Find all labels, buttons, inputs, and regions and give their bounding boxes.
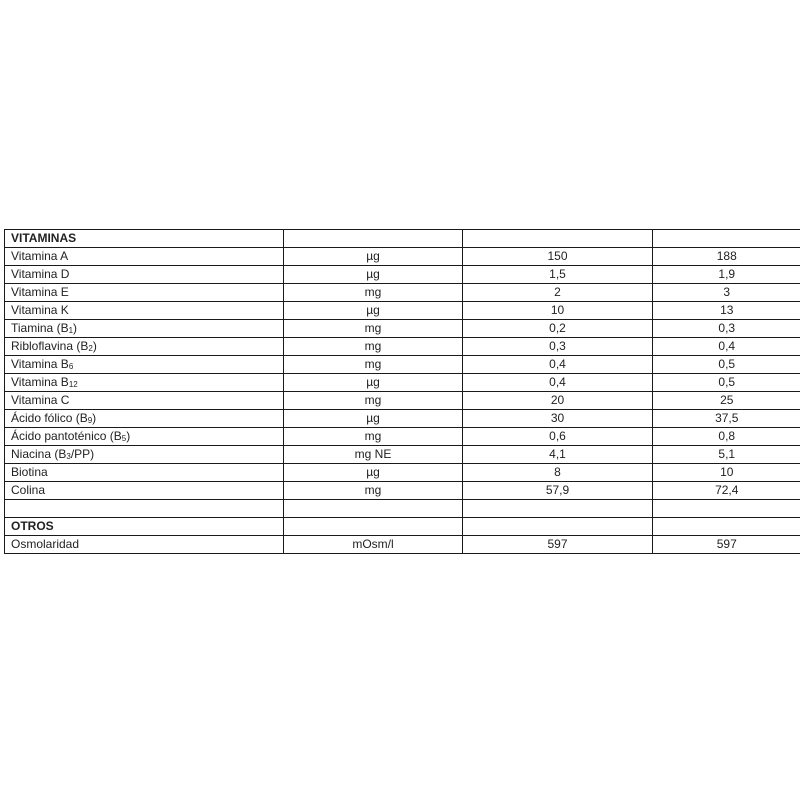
nutrient-name-cell	[5, 284, 284, 302]
value-cell: 0,4	[653, 338, 800, 356]
unit-cell: µg	[284, 248, 463, 266]
unit-cell: mg	[284, 428, 463, 446]
value-cell: 1,5	[463, 266, 653, 284]
value-cell: 25	[653, 392, 800, 410]
spacer-cell	[284, 500, 463, 518]
nutrient-name-cell	[5, 356, 284, 374]
value-cell: 0,4	[463, 356, 653, 374]
unit-cell: µg	[284, 374, 463, 392]
nutrient-subscript: 9	[87, 416, 93, 425]
nutrient-name-cell	[5, 482, 284, 500]
value-cell: 0,4	[463, 374, 653, 392]
value-cell: 597	[653, 536, 800, 554]
nutrient-name-cell	[5, 374, 284, 392]
value-cell: 0,5	[653, 374, 800, 392]
nutrient-name: Vitamina B	[11, 375, 69, 389]
unit-cell: mg NE	[284, 446, 463, 464]
value-cell: 13	[653, 302, 800, 320]
nutrient-name-cell	[5, 464, 284, 482]
header-empty-cell	[653, 230, 800, 248]
nutrient-row	[5, 428, 800, 446]
header-empty-cell	[653, 518, 800, 536]
value-cell: 0,8	[653, 428, 800, 446]
nutrient-row	[5, 464, 800, 482]
nutrient-name: Vitamina D	[11, 267, 70, 281]
nutrient-row	[5, 248, 800, 266]
unit-cell: µg	[284, 266, 463, 284]
value-cell: 188	[653, 248, 800, 266]
nutrient-subscript: 3	[66, 452, 71, 461]
nutrient-name: Biotina	[11, 465, 48, 479]
nutrient-name-cell	[5, 320, 284, 338]
value-cell: 1,9	[653, 266, 800, 284]
section-header-row	[5, 518, 800, 536]
header-empty-cell	[284, 518, 463, 536]
value-cell: 0,3	[653, 320, 800, 338]
nutrient-subscript: 6	[68, 362, 74, 371]
nutrient-name: Vitamina C	[11, 393, 70, 407]
nutrient-name: Colina	[11, 483, 46, 497]
nutrient-row	[5, 536, 800, 554]
nutrient-name-cell	[5, 446, 284, 464]
nutrient-row	[5, 446, 800, 464]
value-cell: 0,2	[463, 320, 653, 338]
value-cell: 72,4	[653, 482, 800, 500]
value-cell: 597	[463, 536, 653, 554]
value-cell: 3	[653, 284, 800, 302]
nutrient-name-suffix: )	[92, 411, 97, 425]
header-empty-cell	[284, 230, 463, 248]
spacer-cell	[5, 500, 284, 518]
nutrient-name-cell	[5, 428, 284, 446]
unit-cell: mOsm/l	[284, 536, 463, 554]
nutrient-row	[5, 482, 800, 500]
unit-cell: mg	[284, 392, 463, 410]
nutrient-name: Ácido pantoténico (B	[11, 429, 122, 443]
nutrient-subscript: 2	[88, 344, 93, 353]
nutrition-table-body	[5, 230, 800, 554]
nutrient-name-cell	[5, 392, 284, 410]
nutrition-table	[4, 229, 800, 554]
value-cell: 4,1	[463, 446, 653, 464]
header-empty-cell	[463, 518, 653, 536]
nutrient-name: Ácido fólico (B	[11, 411, 88, 425]
nutrient-row	[5, 374, 800, 392]
nutrient-name: Vitamina A	[11, 249, 69, 263]
header-empty-cell	[463, 230, 653, 248]
unit-cell: µg	[284, 464, 463, 482]
nutrient-name: Ribloflavina (B	[11, 339, 89, 353]
nutrient-name-suffix: /PP)	[70, 447, 95, 461]
nutrient-subscript: 1	[68, 326, 74, 335]
unit-cell: mg	[284, 320, 463, 338]
unit-cell: mg	[284, 356, 463, 374]
nutrient-subscript: 12	[68, 380, 78, 389]
value-cell: 0,6	[463, 428, 653, 446]
section-header-row	[5, 230, 800, 248]
unit-cell: mg	[284, 482, 463, 500]
section-title: VITAMINAS	[5, 230, 284, 248]
section-title: OTROS	[5, 518, 284, 536]
unit-cell: µg	[284, 302, 463, 320]
value-cell: 57,9	[463, 482, 653, 500]
spacer-cell	[653, 500, 800, 518]
nutrient-row	[5, 320, 800, 338]
nutrient-name: Osmolaridad	[11, 537, 80, 551]
nutrient-name: Vitamina B	[11, 357, 69, 371]
nutrient-row	[5, 392, 800, 410]
value-cell: 5,1	[653, 446, 800, 464]
nutrient-name-cell	[5, 536, 284, 554]
nutrient-row	[5, 356, 800, 374]
spacer-cell	[463, 500, 653, 518]
value-cell: 37,5	[653, 410, 800, 428]
nutrient-row	[5, 302, 800, 320]
nutrient-row	[5, 410, 800, 428]
nutrient-name: Vitamina E	[11, 285, 69, 299]
nutrient-name: Vitamina K	[11, 303, 69, 317]
value-cell: 10	[463, 302, 653, 320]
value-cell: 0,5	[653, 356, 800, 374]
nutrient-name-cell	[5, 338, 284, 356]
nutrient-name-suffix: )	[73, 321, 78, 335]
unit-cell: µg	[284, 410, 463, 428]
nutrient-name-cell	[5, 410, 284, 428]
spacer-row	[5, 500, 800, 518]
nutrient-subscript: 5	[121, 434, 127, 443]
value-cell: 10	[653, 464, 800, 482]
unit-cell: mg	[284, 338, 463, 356]
nutrient-name-cell	[5, 302, 284, 320]
nutrient-name: Niacina (B	[11, 447, 67, 461]
nutrient-name-suffix: )	[92, 339, 97, 353]
nutrient-row	[5, 266, 800, 284]
value-cell: 150	[463, 248, 653, 266]
value-cell: 30	[463, 410, 653, 428]
value-cell: 0,3	[463, 338, 653, 356]
nutrient-row	[5, 284, 800, 302]
value-cell: 20	[463, 392, 653, 410]
nutrient-row	[5, 338, 800, 356]
nutrient-name-suffix: )	[126, 429, 131, 443]
value-cell: 2	[463, 284, 653, 302]
nutrient-name-cell	[5, 248, 284, 266]
nutrient-name: Tiamina (B	[11, 321, 69, 335]
nutrient-name-cell	[5, 266, 284, 284]
unit-cell: mg	[284, 284, 463, 302]
value-cell: 8	[463, 464, 653, 482]
